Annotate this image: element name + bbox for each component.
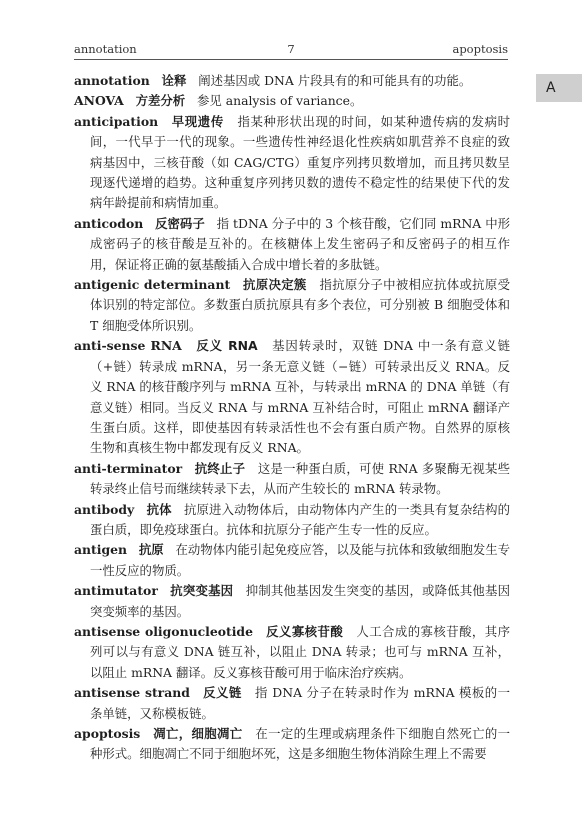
header-last-term: apoptosis bbox=[452, 42, 508, 56]
glossary-entry bbox=[74, 581, 510, 622]
glossary-entry bbox=[74, 336, 510, 458]
entry-term-en: antisense oligonucleotide bbox=[74, 623, 253, 639]
glossary-entry bbox=[74, 500, 510, 541]
entry-definition: 抑制其他基因发生突变的基因，或降低其他基因突变频率的基因。 bbox=[90, 583, 511, 619]
entry-term-zh: 反义链 bbox=[203, 685, 242, 701]
header-rule bbox=[74, 59, 508, 60]
entry-definition: 人工合成的寡核苷酸，其序列可以与有意义 DNA 链互补，以阻止 DNA 转录；也可与 mRNA 互补，以阻止 mRNA 翻译。反义寡核苷酸可用于临床治疗疾病。 bbox=[90, 623, 510, 680]
entry-term-zh: 抗体 bbox=[146, 501, 172, 517]
entry-term-zh: 早现遗传 bbox=[171, 113, 224, 129]
entry-term-zh: 反密码子 bbox=[155, 215, 205, 231]
entry-definition: 在动物体内能引起免疫应答，以及能与抗体和致敏细胞发生专一性反应的物质。 bbox=[90, 542, 511, 578]
thumb-index-tab bbox=[536, 74, 582, 102]
glossary-entry bbox=[74, 214, 510, 275]
entry-term-en: antisense strand bbox=[74, 685, 190, 701]
entry-term-zh: 反义寡核苷酸 bbox=[266, 623, 344, 639]
entry-term-zh: 反义 RNA bbox=[196, 338, 258, 354]
glossary-entries bbox=[74, 71, 510, 765]
glossary-entry bbox=[74, 540, 510, 581]
entry-term-en: antigenic determinant bbox=[74, 277, 231, 293]
entry-term-zh: 凋亡，细胞凋亡 bbox=[153, 726, 243, 741]
entry-term-en: annotation bbox=[74, 73, 150, 88]
glossary-entry bbox=[74, 724, 510, 765]
entry-term-en: antigen bbox=[74, 542, 128, 558]
entry-term-zh: 抗终止子 bbox=[194, 460, 246, 476]
entry-term-en: anticodon bbox=[74, 215, 144, 231]
entry-term-en: anticipation bbox=[74, 113, 159, 129]
glossary-entry bbox=[74, 91, 510, 111]
glossary-entry bbox=[74, 112, 510, 214]
header-first-term: annotation bbox=[74, 42, 137, 56]
entry-term-zh: 方差分析 bbox=[135, 93, 186, 109]
glossary-entry bbox=[74, 275, 510, 336]
entry-term-en: antimutator bbox=[74, 583, 158, 599]
thumb-index-letter: A bbox=[546, 80, 556, 96]
entry-term-en: anti-terminator bbox=[74, 460, 183, 476]
glossary-entry bbox=[74, 459, 510, 500]
entry-definition: 参见 analysis of variance。 bbox=[197, 93, 363, 109]
running-header bbox=[74, 42, 508, 58]
entry-term-zh: 抗原决定簇 bbox=[243, 277, 307, 293]
entry-definition: 抗原进入动物体后，由动物体内产生的一类具有复杂结构的蛋白质，即免疫球蛋白。抗体和抗原分子能产生专一性的反应。 bbox=[90, 501, 511, 537]
entry-term-zh: 抗原 bbox=[138, 542, 164, 558]
glossary-entry bbox=[74, 622, 510, 683]
entry-definition: 指 tDNA 分子中的 3 个核苷酸，它们同 mRNA 中形成密码子的核苷酸是互补的。在核糖体上发生密码子和反密码子的相互作用，保证将正确的氨基酸插入合成中增长着的多肽链。 bbox=[90, 215, 511, 272]
glossary-entry bbox=[74, 683, 510, 724]
entry-term-en: antibody bbox=[74, 501, 135, 517]
entry-definition: 指 DNA 分子在转录时作为 mRNA 模板的一条单链，又称模板链。 bbox=[90, 685, 511, 721]
entry-term-en: apoptosis bbox=[74, 726, 141, 741]
entry-definition: 在一定的生理或病理条件下细胞自然死亡的一种形式。细胞凋亡不同于细胞坏死，这是多细胞生物体消除生理上不需要 bbox=[90, 726, 511, 762]
entry-term-en: anti-sense RNA bbox=[74, 338, 182, 354]
entry-definition: 阐述基因或 DNA 片段具有的和可能具有的功能。 bbox=[198, 73, 472, 88]
entry-definition: 指某种形状出现的时间，如某种遗传病的发病时间，一代早于一代的现象。一些遗传性神经退化性疾病如肌营养不良症的致病基因中，三核苷酸（如 CAG/CTG）重复序列拷贝数增加，而且拷贝数呈现逐代递增的趋势。这种重复序列拷贝数的遗传不稳定性的结果使下代的发病年龄提前和病情加重。 bbox=[90, 113, 511, 211]
entry-definition: 基因转录时，双链 DNA 中一条有意义链（+链）转录成 mRNA，另一条无意义链（−链）可转录出反义 RNA。反义 RNA 的核苷酸序列与 mRNA 互补，与转录出 mRNA 的 DNA 单链（有意义链）相同。当反义 RNA 与 mRNA 互补结合时，可阻止 mRNA 翻译产生蛋白质。这样，即使基因有转录活性也不会有蛋白质产物。自然界的原核生物和真核生物中都发现有反义 RNA。 bbox=[90, 338, 510, 456]
page-number: 7 bbox=[287, 42, 295, 56]
entry-term-en: ANOVA bbox=[74, 93, 124, 109]
entry-definition: 这是一种蛋白质，可使 RNA 多聚酶无视某些转录终止信号而继续转录下去，从而产生较长的 mRNA 转录物。 bbox=[90, 460, 511, 497]
entry-definition: 指抗原分子中被相应抗体或抗原受体识别的特定部位。多数蛋白质抗原具有多个表位，可分别被 B 细胞受体和 T 细胞受体所识别。 bbox=[90, 277, 511, 333]
entry-term-zh: 抗突变基因 bbox=[170, 583, 234, 599]
entry-term-zh: 诠释 bbox=[161, 73, 187, 88]
glossary-entry bbox=[74, 71, 510, 91]
